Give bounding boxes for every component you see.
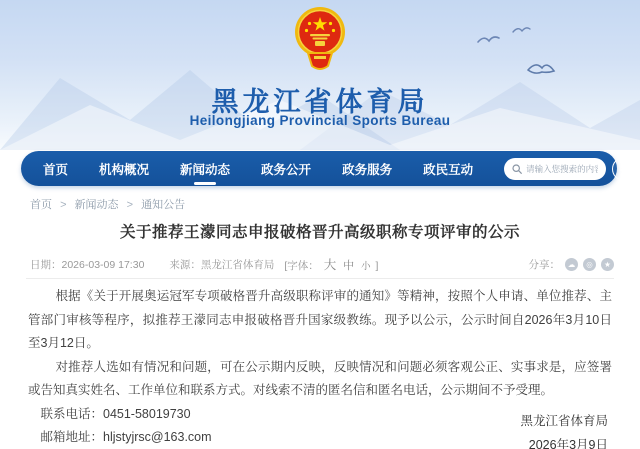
contact-phone: 联系电话：0451-58019730 — [40, 406, 191, 421]
font-size-medium-button[interactable]: 中 — [343, 260, 355, 272]
source-label: 来源： — [169, 258, 201, 271]
font-size-suffix: ] — [375, 260, 379, 272]
paragraph-2: 对推荐人选如有情况和问题，可在公示期内反映，反映情况和问题必须客观公正、实事求是，应签署或告知真实姓名、工作单位和联系方式。对线索不清的匿名信和匿名电话，公示期间不予受理。 — [28, 359, 612, 397]
snowflake-icon: ❄ — [618, 160, 630, 176]
font-size-small-button[interactable]: 小 — [361, 261, 371, 272]
article-date: 2026-03-09 17:30 — [61, 258, 145, 271]
font-size-prefix: [字体： — [284, 260, 319, 272]
nav-item-home[interactable]: 首页 — [43, 162, 69, 177]
contact-email: 邮箱地址：hljstyjrsc@163.com — [40, 430, 212, 444]
bird-icon — [478, 37, 499, 42]
share-wechat-icon[interactable]: ◎ — [583, 258, 596, 271]
signature-date: 2026年3月9日 — [528, 437, 608, 449]
font-size-large-button[interactable]: 大 — [323, 258, 337, 272]
article-meta-row — [30, 256, 614, 272]
nav-item-gov-affairs[interactable]: 政务公开 — [261, 162, 312, 177]
search-box[interactable] — [504, 158, 606, 180]
font-size-controls — [284, 255, 378, 273]
main-navbar — [21, 151, 630, 186]
search-icon — [512, 164, 522, 174]
site-subtitle: Heilongjiang Provincial Sports Bureau — [189, 113, 451, 128]
breadcrumb-separator: > — [60, 199, 67, 211]
share-favorite-icon[interactable]: ★ — [601, 258, 614, 271]
meta-divider — [26, 278, 614, 279]
signature-org: 黑龙江省体育局 — [520, 414, 608, 428]
article-signature — [520, 410, 608, 449]
paragraph-1: 根据《关于开展奥运冠军专项破格晋升高级职称评审的通知》等精神，按照个人申请、单位推荐、主管部门审核等程序，拟推荐王濛同志申报破格晋升国家级教练。现予以公示，公示时间自2026年3月10日至3月12日。 — [28, 289, 612, 350]
national-emblem-icon — [294, 6, 346, 72]
nav-items — [43, 160, 504, 178]
share-label: 分享： — [528, 258, 560, 271]
breadcrumb-home[interactable]: 首页 — [30, 199, 52, 211]
site-title: 黑龙江省体育局 — [211, 87, 429, 117]
search-input[interactable] — [526, 164, 598, 174]
snowflake-accessibility-button[interactable] — [612, 157, 636, 181]
date-label: 日期： — [30, 258, 62, 271]
nav-item-gov-services[interactable]: 政务服务 — [342, 162, 393, 177]
breadcrumb-notices[interactable]: 通知公告 — [141, 199, 186, 211]
bird-icon — [528, 65, 554, 73]
nav-item-interaction[interactable]: 政民互动 — [423, 162, 474, 177]
breadcrumb-news[interactable]: 新闻动态 — [74, 199, 119, 211]
article-title: 关于推荐王濛同志申报破格晋升高级职称专项评审的公示 — [119, 224, 520, 241]
share-controls — [529, 257, 615, 272]
nav-item-news[interactable]: 新闻动态 — [180, 160, 230, 178]
share-weibo-icon[interactable]: ☁ — [565, 258, 578, 271]
breadcrumb-separator: > — [126, 199, 134, 211]
bird-icon — [513, 28, 530, 32]
article-source: 黑龙江省体育局 — [200, 258, 275, 271]
nav-item-org-overview[interactable]: 机构概况 — [99, 162, 150, 177]
breadcrumb — [30, 196, 185, 212]
search-group — [504, 157, 640, 181]
header-banner — [0, 0, 640, 150]
article-meta-left — [30, 257, 274, 272]
